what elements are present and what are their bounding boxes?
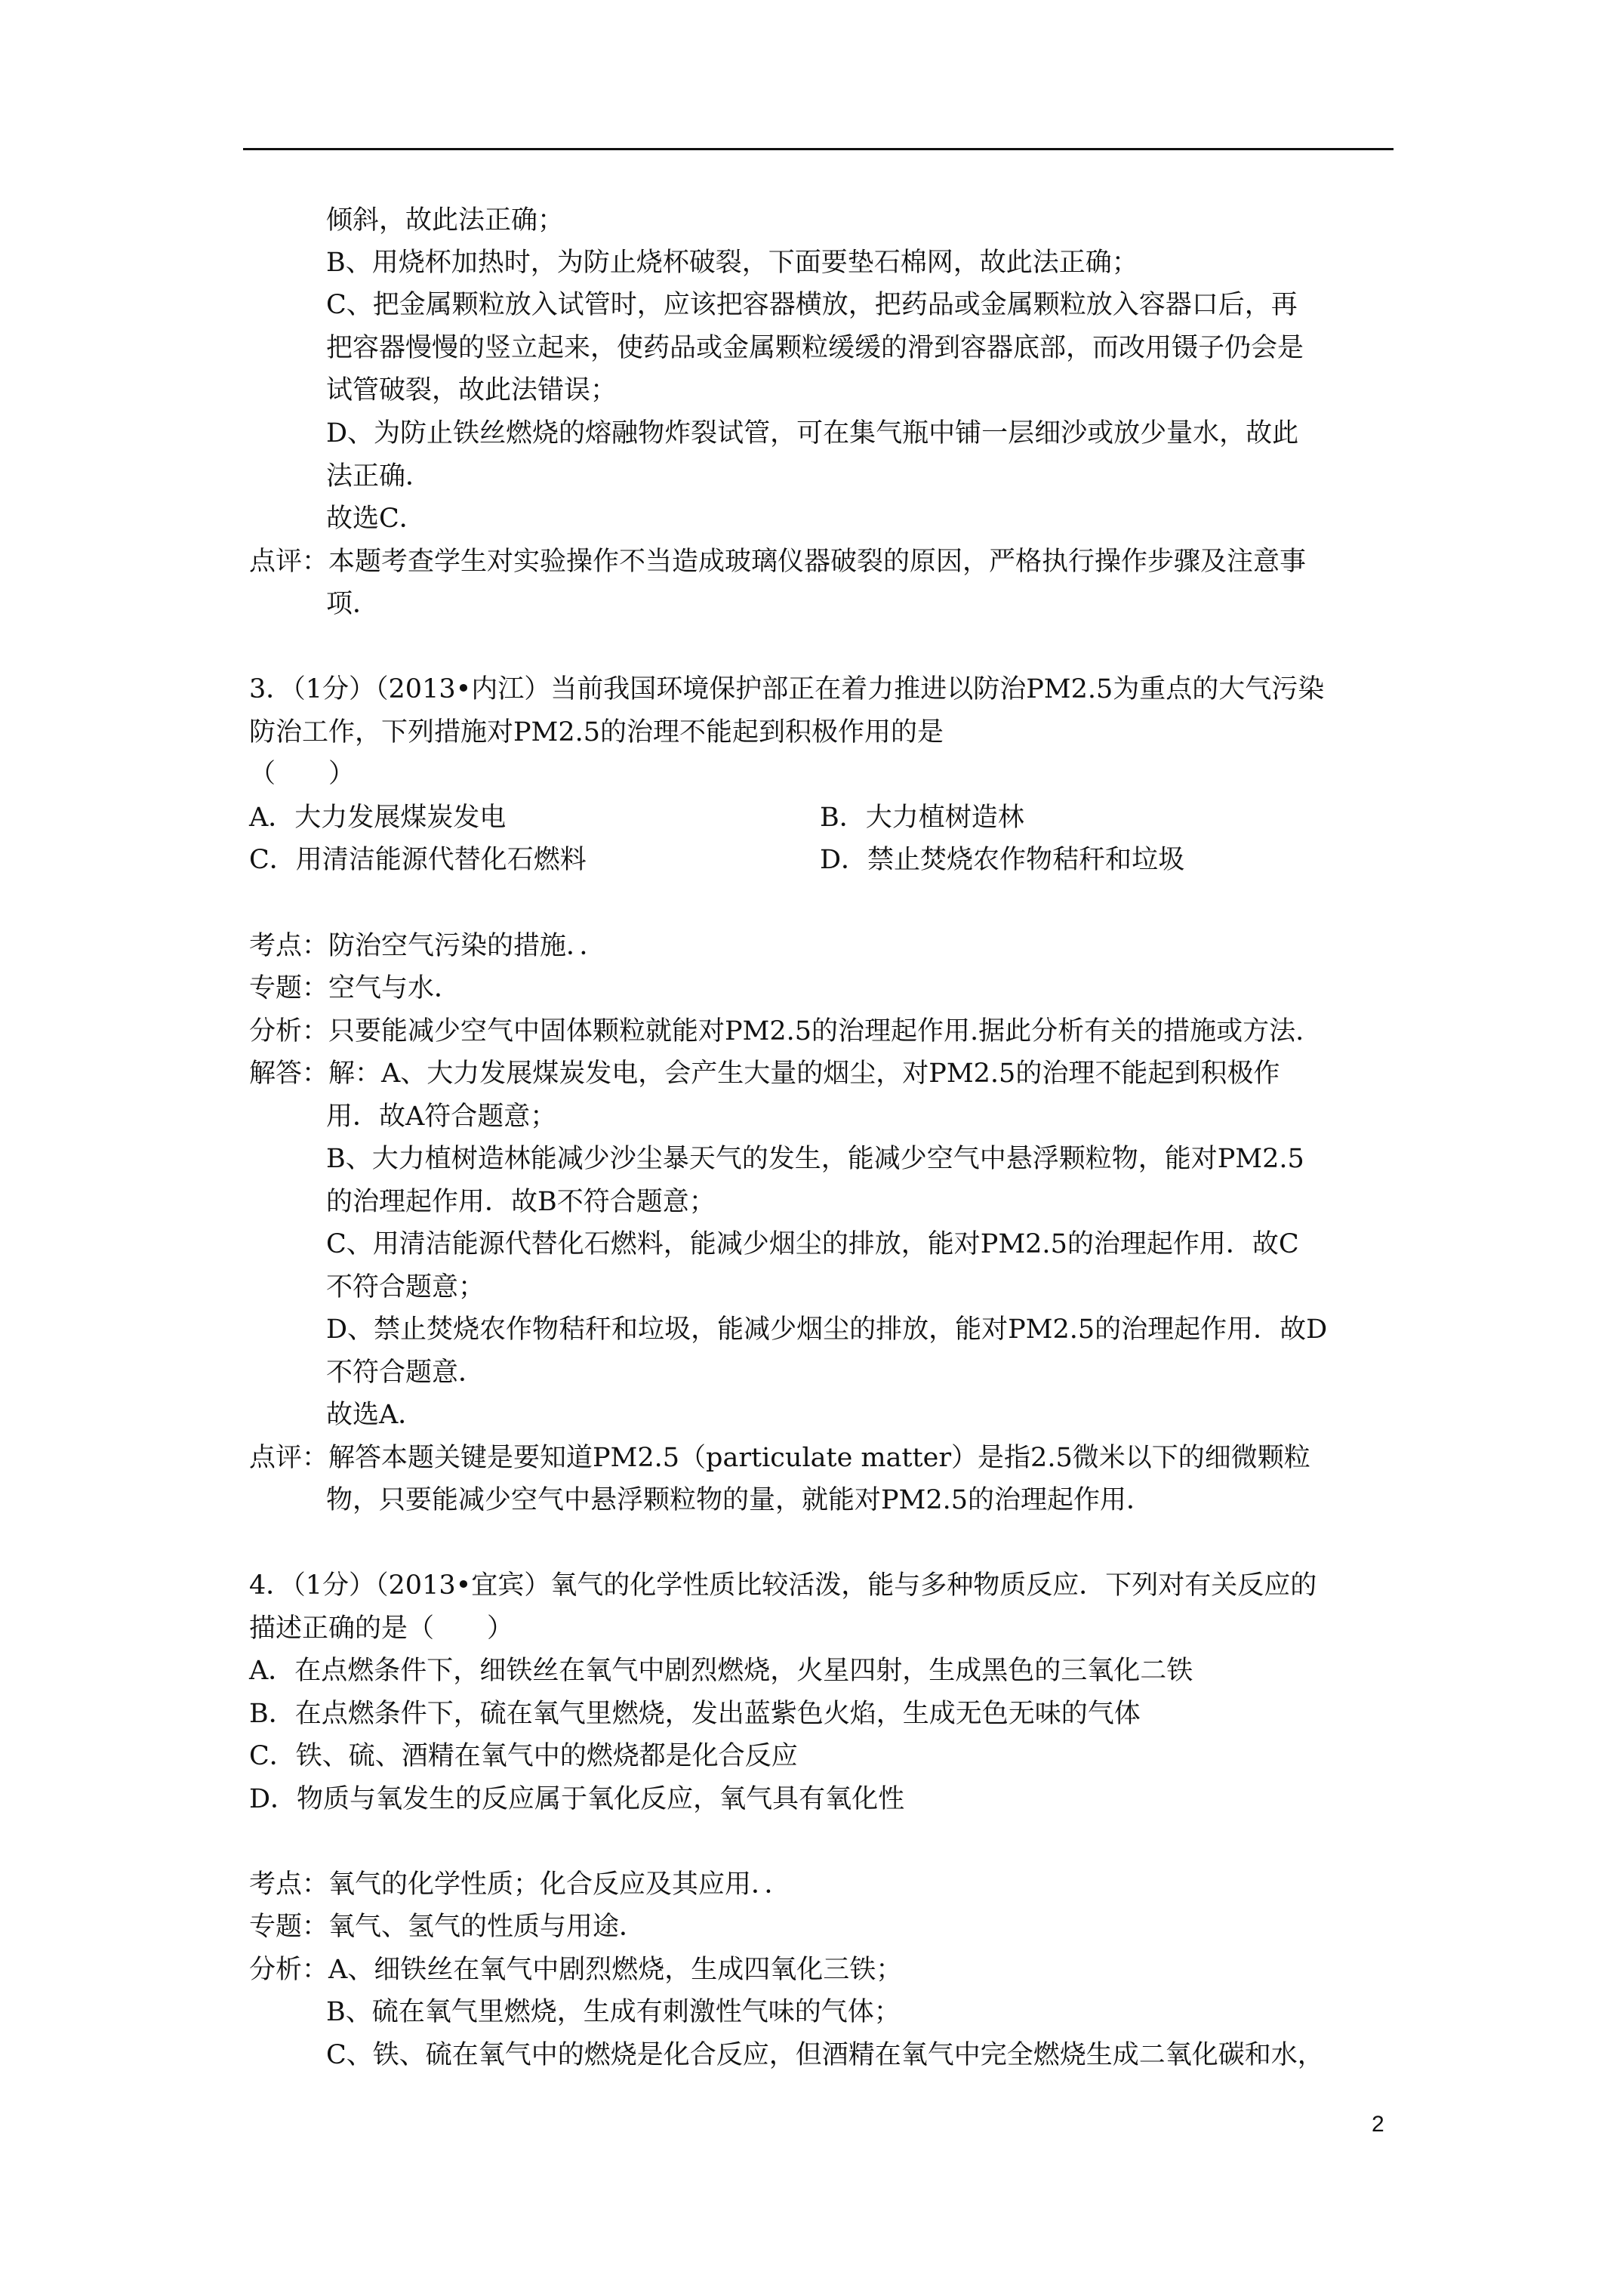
question-3-option-d: D．禁止焚烧农作物秸秆和垃圾 xyxy=(820,845,1185,875)
text-line: 的治理起作用．故B不符合题意； xyxy=(326,1187,716,1217)
text-line: B、大力植树造林能减少沙尘暴天气的发生，能减少空气中悬浮颗粒物，能对PM2.5 xyxy=(326,1144,1304,1174)
text-line: C、用清洁能源代替化石燃料，能减少烟尘的排放，能对PM2.5的治理起作用．故C xyxy=(326,1229,1299,1259)
question-4-stem: 4．（1分）（2013•宜宾）氧气的化学性质比较活泼，能与多种物质反应．下列对有关反应的 xyxy=(249,1570,1317,1601)
text-line: C、把金属颗粒放入试管时，应该把容器横放，把药品或金属颗粒放入容器口后，再 xyxy=(326,290,1298,320)
text-line: 倾斜，故此法正确； xyxy=(326,205,565,236)
text-line: 把容器慢慢的竖立起来，使药品或金属颗粒缓缓的滑到容器底部，而改用镊子仍会是 xyxy=(326,333,1304,363)
text-line: 不符合题意； xyxy=(326,1272,485,1302)
text-line: 故选A． xyxy=(326,1400,425,1430)
text-line: C、铁、硫在氧气中的燃烧是化合反应，但酒精在氧气中完全燃烧生成二氧化碳和水， xyxy=(326,2040,1324,2070)
question-3-option-c: C．用清洁能源代替化石燃料 xyxy=(249,845,587,875)
question-4-stem: 描述正确的是（ ） xyxy=(249,1613,514,1644)
text-line: B、硫在氧气里燃烧，生成有刺激性气味的气体； xyxy=(326,1997,901,2027)
question-4-option-b: B．在点燃条件下，硫在氧气里燃烧，发出蓝紫色火焰，生成无色无味的气体 xyxy=(249,1699,1141,1729)
exam-point-line: 考点：氧气的化学性质；化合反应及其应用．． xyxy=(249,1869,791,1900)
question-4-option-a: A．在点燃条件下，细铁丝在氧气中剧烈燃烧，火星四射，生成黑色的三氧化二铁 xyxy=(249,1656,1193,1686)
question-4-option-c: C．铁、硫、酒精在氧气中的燃烧都是化合反应 xyxy=(249,1741,798,1771)
text-line: 用．故A符合题意； xyxy=(326,1102,557,1132)
text-line: 故选C． xyxy=(326,504,426,534)
text-line: B、用烧杯加热时，为防止烧杯破裂，下面要垫石棉网，故此法正确； xyxy=(326,248,1138,278)
question-3-bracket: （ ） xyxy=(249,759,356,789)
question-3-stem: 3．（1分）（2013•内江）当前我国环境保护部正在着力推进以防治PM2.5为重点的大气污染 xyxy=(249,674,1325,704)
text-line: 项． xyxy=(326,589,380,619)
comment-line: 点评：本题考查学生对实验操作不当造成玻璃仪器破裂的原因，严格执行操作步骤及注意事 xyxy=(249,547,1307,577)
header-rule xyxy=(243,148,1394,150)
text-line: D、为防止铁丝燃烧的熔融物炸裂试管，可在集气瓶中铺一层细沙或放少量水，故此 xyxy=(326,418,1299,448)
question-3-stem: 防治工作，下列措施对PM2.5的治理不能起到积极作用的是 xyxy=(249,717,944,747)
text-line: 试管破裂，故此法错误； xyxy=(326,375,617,405)
analysis-line: 分析：只要能减少空气中固体颗粒就能对PM2.5的治理起作用.据此分析有关的措施或方法. xyxy=(249,1016,1304,1046)
topic-line: 专题：空气与水． xyxy=(249,973,461,1003)
page-number: 2 xyxy=(1372,2112,1384,2137)
question-3-option-b: B．大力植树造林 xyxy=(820,803,1024,833)
text-line: D、禁止焚烧农作物秸秆和垃圾，能减少烟尘的排放，能对PM2.5的治理起作用．故D xyxy=(326,1314,1328,1345)
text-line: 不符合题意． xyxy=(326,1358,485,1388)
text-line: 物，只要能减少空气中悬浮颗粒物的量，就能对PM2.5的治理起作用． xyxy=(326,1485,1153,1515)
answer-line: 解答：解：A、大力发展煤炭发电，会产生大量的烟尘，对PM2.5的治理不能起到积极作 xyxy=(249,1059,1280,1089)
exam-point-line: 考点：防治空气污染的措施．． xyxy=(249,931,606,961)
analysis-line: 分析：A、细铁丝在氧气中剧烈燃烧，生成四氧化三铁； xyxy=(249,1955,903,1985)
comment-line: 点评：解答本题关键是要知道PM2.5（particulate matter）是指2.5微米以下的细微颗粒 xyxy=(249,1443,1310,1473)
topic-line: 专题：氧气、氢气的性质与用途． xyxy=(249,1912,646,1942)
text-line: 法正确． xyxy=(326,461,433,492)
question-4-option-d: D．物质与氧发生的反应属于氧化反应，氧气具有氧化性 xyxy=(249,1784,905,1814)
question-3-option-a: A．大力发展煤炭发电 xyxy=(249,803,507,833)
